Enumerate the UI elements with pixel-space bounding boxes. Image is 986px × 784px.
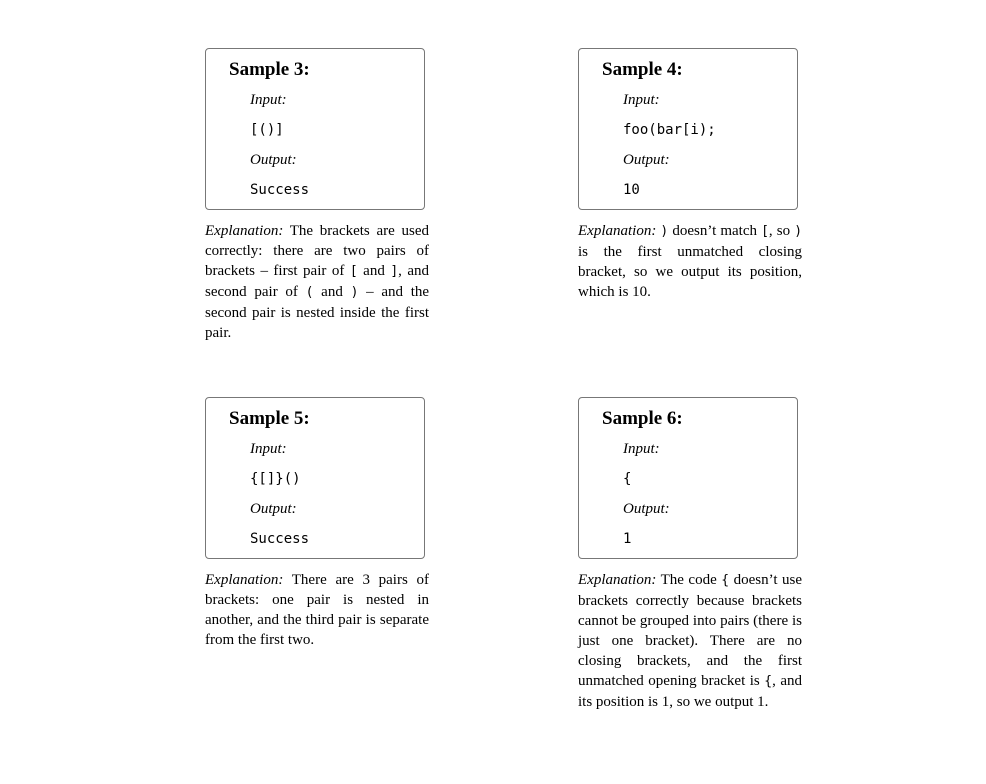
output-value: Success: [250, 182, 310, 198]
input-label: Input:: [250, 441, 287, 457]
explanation-label: Explanation:: [578, 572, 657, 588]
explanation-text: , and second pair of: [205, 263, 430, 300]
output-label: Output:: [250, 152, 297, 168]
explanation-text: is the first unmatched closing bracket, so we output its position, which is 10.: [578, 244, 802, 300]
sample-title: Sample 4:: [602, 59, 683, 80]
explanation-text: – and the second pair is nested inside the first pair.: [205, 284, 430, 341]
input-label: Input:: [623, 92, 660, 108]
output-label: Output:: [623, 501, 670, 517]
sample-title: Sample 5:: [229, 408, 310, 429]
explanation-text: and: [321, 284, 343, 300]
sample-3-explanation: [205, 221, 429, 343]
explanation-text: There are 3 pairs of brackets: one pair is nested in another, and the third pair is separate from the first two.: [205, 572, 430, 648]
input-value: foo(bar[i);: [623, 122, 716, 138]
explanation-text: , and its position is 1, so we output 1.: [578, 673, 802, 710]
sample-title: Sample 6:: [602, 408, 683, 429]
explanation-code: (: [305, 285, 314, 300]
explanation-code: ): [350, 285, 359, 300]
explanation-label: Explanation:: [205, 223, 284, 239]
explanation-code: [: [761, 224, 769, 239]
sample-5-explanation: [205, 570, 429, 650]
explanation-text: doesn’t match: [672, 223, 757, 239]
explanation-text: The code: [660, 572, 717, 588]
explanation-code: [: [349, 264, 358, 279]
output-value: Success: [250, 531, 310, 547]
explanation-code: {: [721, 573, 730, 588]
sample-title: Sample 3:: [229, 59, 310, 80]
explanation-code: {: [764, 674, 773, 689]
explanation-text: The brackets are used correctly: there are two pairs of brackets – first pair of: [205, 223, 429, 279]
input-label: Input:: [250, 92, 287, 108]
input-label: Input:: [623, 441, 660, 457]
sample-6-box: [578, 397, 798, 559]
explanation-text: and: [363, 263, 385, 279]
explanation-code: ): [660, 224, 669, 239]
output-label: Output:: [623, 152, 670, 168]
explanation-label: Explanation:: [205, 572, 284, 588]
explanation-label: Explanation:: [578, 223, 657, 239]
output-value: 10: [623, 182, 640, 198]
sample-5-box: [205, 397, 425, 559]
sample-6-explanation: [578, 570, 802, 712]
input-value: [()]: [250, 122, 284, 138]
explanation-code: ]: [390, 264, 399, 279]
sample-3-box: [205, 48, 425, 210]
sample-4-explanation: [578, 221, 802, 302]
explanation-text: doesn’t use brackets correctly because brackets cannot be grouped into pairs (there is just one bracket). There are no closing brackets, and the first unmatched opening bracket is: [578, 572, 802, 689]
sample-4-box: [578, 48, 798, 210]
explanation-text: , so: [768, 223, 791, 239]
explanation-code: ): [794, 224, 803, 239]
output-label: Output:: [250, 501, 297, 517]
output-value: 1: [623, 531, 632, 547]
input-value: {: [623, 471, 632, 487]
input-value: {[]}(): [250, 471, 301, 487]
